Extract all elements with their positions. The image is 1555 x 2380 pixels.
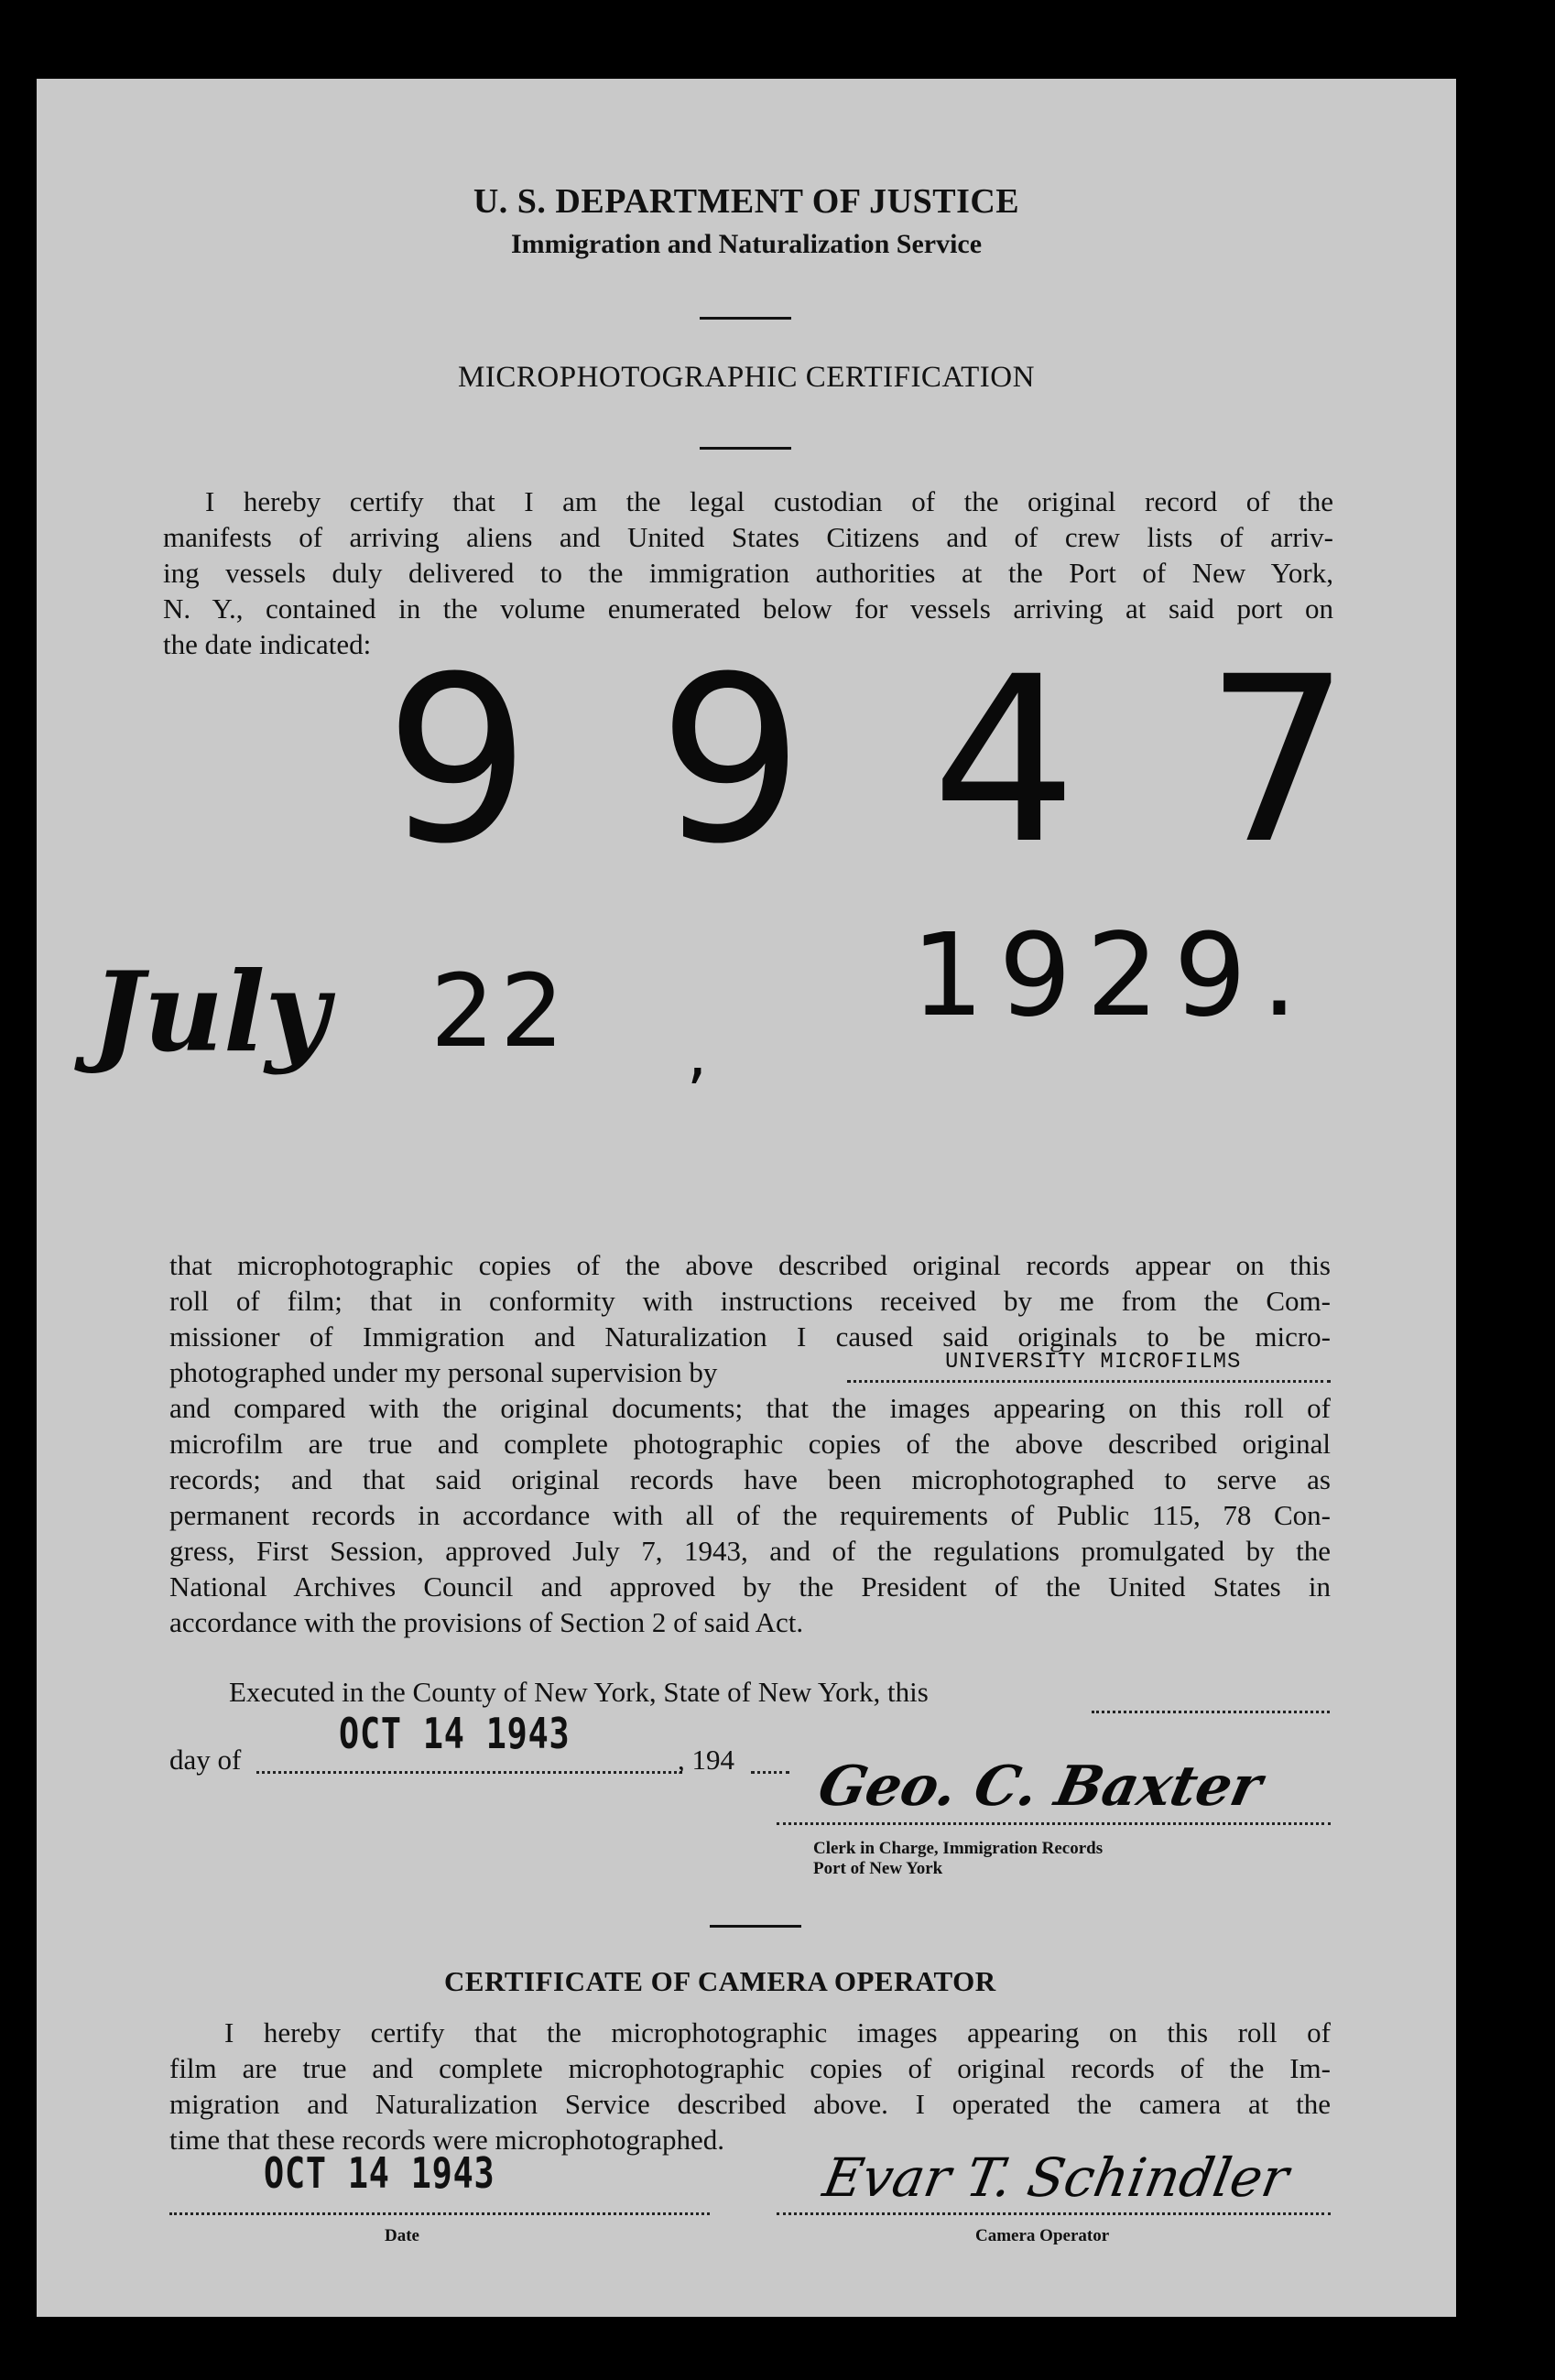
intro-line: manifests of arriving aliens and United States Citizens and of crew lists of arriv- [163, 521, 1333, 553]
intro-line: I hereby certify that I am the legal custodian of the original record of the [205, 485, 1333, 517]
clerk-signature-line [777, 1822, 1331, 1825]
photographer-dotted-line [847, 1380, 1331, 1383]
service-subheading: Immigration and Naturalization Service [510, 229, 983, 259]
clerk-title [813, 1839, 1103, 1879]
body-line: photographed under my personal supervision by [169, 1356, 718, 1388]
camera-line: migration and Naturalization Service described above. I operated the camera at the [169, 2088, 1331, 2120]
handwritten-volume-number: 9 9 4 7 [385, 627, 1378, 894]
camera-certificate-title: CERTIFICATE OF CAMERA OPERATOR [444, 1965, 996, 1997]
intro-line: the date indicated: [163, 628, 372, 660]
typed-company-name: UNIVERSITY MICROFILMS [945, 1350, 1242, 1375]
handwritten-date-day: 22 [430, 952, 570, 1070]
handwritten-date-year: 1929. [911, 909, 1312, 1042]
body-line: missioner of Immigration and Naturalization I caused said originals to be micro- [169, 1320, 1331, 1353]
body-line: permanent records in accordance with all of the requirements of Public 115, 78 Con- [169, 1499, 1331, 1531]
certification-title: MICROPHOTOGRAPHIC CERTIFICATION [458, 361, 1035, 394]
year-prefix: , 194 [678, 1744, 734, 1776]
year-dotted-line [751, 1771, 789, 1774]
camera-date-stamp: OCT 14 1943 [264, 2148, 495, 2198]
executed-date-stamp: OCT 14 1943 [339, 1709, 571, 1758]
header-divider-top [700, 317, 791, 320]
body-line: that microphotographic copies of the above described original records appear on this [169, 1249, 1331, 1281]
body-line: and compared with the original documents; that the images appearing on this roll of [169, 1392, 1331, 1424]
camera-operator-signature-line [777, 2212, 1331, 2215]
intro-line: ing vessels duly delivered to the immigration authorities at the Port of New York, [163, 557, 1333, 589]
camera-line: time that these records were microphotographed. [169, 2124, 724, 2156]
body-line: accordance with the provisions of Section 2 of said Act. [169, 1606, 804, 1638]
body-line: gress, First Session, approved July 7, 1943, and of the regulations promulgated by the [169, 1535, 1331, 1567]
date-label: Date [385, 2226, 419, 2245]
date-dotted-line [169, 2212, 710, 2215]
body-line: microfilm are true and complete photographic copies of the above described original [169, 1428, 1331, 1460]
clerk-title-line: Port of New York [813, 1859, 943, 1878]
executed-day-dotted-line [1092, 1711, 1330, 1713]
body-line: roll of film; that in conformity with instructions received by me from the Com- [169, 1285, 1331, 1317]
camera-certificate-paragraph [169, 2015, 1331, 2157]
executed-line: Executed in the County of New York, State of New York, this [229, 1676, 929, 1708]
department-heading: U. S. DEPARTMENT OF JUSTICE [473, 182, 1020, 221]
intro-line: N. Y., contained in the volume enumerated below for vessels arriving at said port on [163, 592, 1333, 625]
certificate-sheet [37, 79, 1456, 2317]
day-of-label: day of [169, 1744, 242, 1776]
camera-line: I hereby certify that the microphotographic images appearing on this roll of [224, 2016, 1331, 2049]
clerk-signature: Geo. C. Baxter [812, 1755, 1267, 1819]
day-of-dotted-line [256, 1771, 682, 1774]
body-line: National Archives Council and approved by the President of the United States in [169, 1570, 1331, 1603]
handwritten-comma: , [687, 1016, 708, 1092]
camera-section-divider [710, 1925, 801, 1928]
body-line: records; and that said original records have been microphotographed to serve as [169, 1463, 1331, 1495]
camera-line: film are true and complete microphotographic copies of original records of the Im- [169, 2052, 1331, 2084]
camera-operator-label: Camera Operator [975, 2226, 1110, 2245]
clerk-title-line: Clerk in Charge, Immigration Records [813, 1839, 1104, 1858]
camera-operator-signature: Evar T. Schindler [819, 2146, 1294, 2209]
handwritten-date-month: July [92, 948, 330, 1077]
header-divider-bottom [700, 447, 791, 450]
body-paragraph [169, 1247, 1331, 1640]
